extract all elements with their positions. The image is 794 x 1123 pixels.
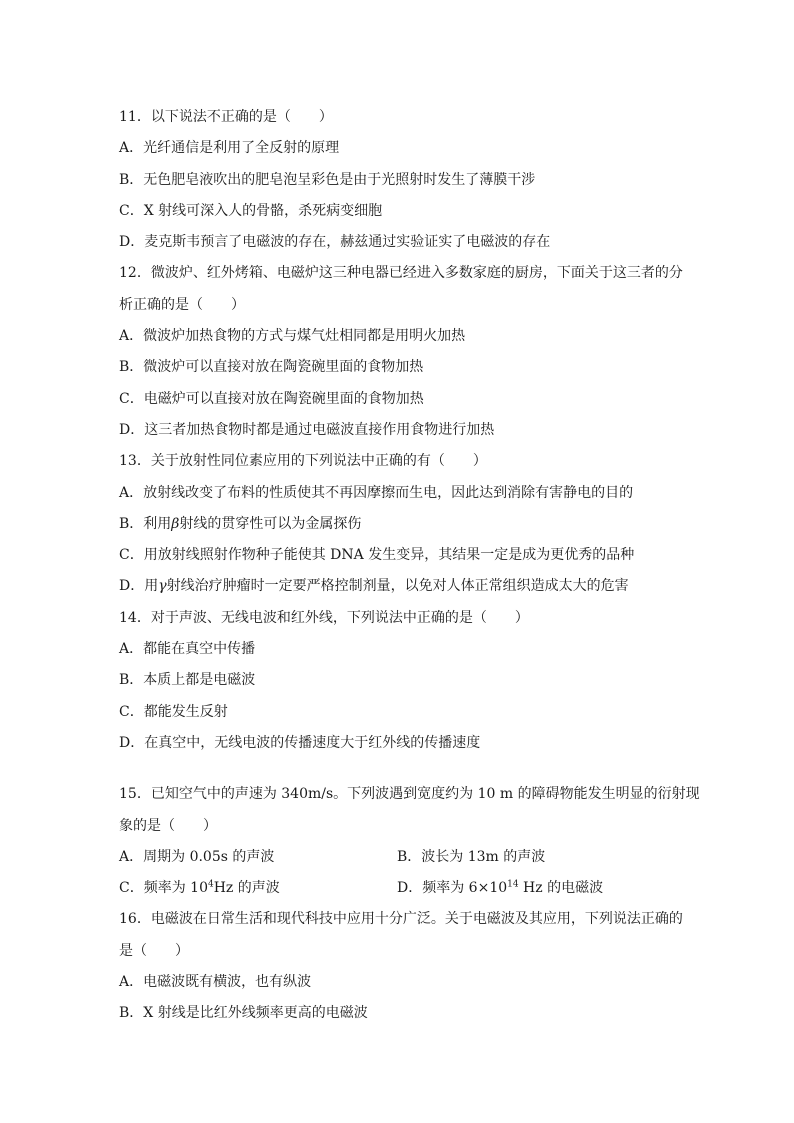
question-12-stem xyxy=(119,258,684,289)
option-text: X 射线是比红外线频率更高的电磁波 xyxy=(143,1005,368,1022)
option-text: 用放射线照射作物种子能使其 DNA 发生变异，其结果一定是成为更优秀的品种 xyxy=(143,547,635,564)
option-text: 无色肥皂液吹出的肥皂泡呈彩色是由于光照射时发生了薄膜干涉 xyxy=(143,171,536,188)
question-13-option-a xyxy=(119,478,684,509)
question-number: 15． xyxy=(119,786,151,803)
question-11-stem xyxy=(119,102,684,133)
gamma-symbol: γ xyxy=(158,578,167,595)
question-15-option-d xyxy=(397,873,675,904)
option-text: 利用 xyxy=(143,515,172,532)
option-letter: B． xyxy=(397,848,422,865)
question-number: 16． xyxy=(119,911,151,928)
option-letter: D． xyxy=(119,234,145,251)
option-text: 光纤通信是利用了全反射的原理 xyxy=(143,140,340,157)
option-letter: B． xyxy=(119,171,144,188)
question-number: 12． xyxy=(119,265,151,282)
question-11-option-a xyxy=(119,133,684,164)
option-letter: A． xyxy=(119,328,144,345)
question-13-stem xyxy=(119,446,684,477)
question-12-option-b xyxy=(119,352,684,383)
question-14-option-b xyxy=(119,665,684,696)
question-16-stem-continued xyxy=(119,936,684,967)
option-letter: D． xyxy=(119,734,145,751)
question-16-option-b xyxy=(119,998,684,1029)
option-letter: A． xyxy=(119,974,144,991)
question-14-option-d xyxy=(119,728,684,759)
option-letter: B． xyxy=(119,1005,144,1022)
question-15-stem-continued xyxy=(119,811,684,842)
question-list xyxy=(119,102,700,1030)
question-text: 已知空气中的声速为 340m/s。下列波遇到宽度约为 10 m 的障碍物能发生明显的衍射现 xyxy=(150,786,700,803)
option-text: 波长为 13m 的声波 xyxy=(421,848,546,865)
question-13-option-d xyxy=(119,571,684,602)
question-text: 电磁波在日常生活和现代科技中应用十分广泛。关于电磁波及其应用，下列说法正确的 xyxy=(150,911,683,928)
exponent: 14 xyxy=(507,879,519,890)
option-text: X 射线可深入人的骨骼，杀死病变细胞 xyxy=(143,202,383,219)
question-11-option-d xyxy=(119,227,684,258)
question-12-option-a xyxy=(119,321,684,352)
question-14-option-c xyxy=(119,697,684,728)
question-text: 析正确的是（ ） xyxy=(119,296,245,313)
option-text: 都能在真空中传播 xyxy=(143,641,256,658)
question-text: 微波炉、红外烤箱、电磁炉这三种电器已经进入多数家庭的厨房，下面关于这三者的分 xyxy=(150,265,683,282)
option-letter: B． xyxy=(119,359,144,376)
option-text: 这三者加热食物时都是通过电磁波直接作用食物进行加热 xyxy=(144,421,495,438)
question-14-option-a xyxy=(119,634,684,665)
question-15-options-row-2 xyxy=(119,873,684,904)
question-12-option-c xyxy=(119,384,684,415)
question-14-stem xyxy=(119,603,684,634)
question-15-option-c xyxy=(119,873,397,904)
option-letter: A． xyxy=(119,140,144,157)
option-text: 电磁波既有横波，也有纵波 xyxy=(143,974,312,991)
question-text: 关于放射性同位素应用的下列说法中正确的有（ ） xyxy=(150,453,487,470)
option-letter: C． xyxy=(119,202,144,219)
option-letter: A． xyxy=(119,641,144,658)
question-16-option-a xyxy=(119,967,684,998)
option-text: Hz 的声波 xyxy=(213,880,280,897)
question-text: 象的是（ ） xyxy=(119,817,217,834)
spacer xyxy=(119,759,684,779)
option-text: 都能发生反射 xyxy=(143,703,228,720)
question-13-option-b xyxy=(119,509,684,540)
question-15-option-a xyxy=(119,842,397,873)
option-text: 频率为 6×10 xyxy=(422,880,508,897)
option-text: 电磁炉可以直接对放在陶瓷碗里面的食物加热 xyxy=(143,390,424,407)
question-number: 11． xyxy=(119,109,151,125)
option-text: 频率为 10 xyxy=(143,880,208,897)
question-number: 13． xyxy=(119,453,151,470)
option-letter: C． xyxy=(119,880,144,897)
option-text: Hz 的电磁波 xyxy=(518,880,604,897)
option-text: 微波炉可以直接对放在陶瓷碗里面的食物加热 xyxy=(143,359,424,376)
option-text: 射线治疗肿瘤时一定要严格控制剂量，以免对人体正常组织造成太大的危害 xyxy=(166,578,629,595)
beta-symbol: β xyxy=(171,515,180,532)
option-letter: D． xyxy=(397,880,423,897)
question-15-options-row-1 xyxy=(119,842,684,873)
exponent: 4 xyxy=(207,879,214,890)
option-letter: C． xyxy=(119,547,144,564)
question-15-option-b xyxy=(397,842,675,873)
question-text: 是（ ） xyxy=(119,942,189,959)
question-11-option-b xyxy=(119,165,684,196)
option-letter: A． xyxy=(119,484,144,501)
option-letter: D． xyxy=(119,421,145,438)
option-text: 周期为 0.05s 的声波 xyxy=(143,848,275,865)
option-letter: D． xyxy=(119,578,145,595)
question-13-option-c xyxy=(119,540,684,571)
question-12-option-d xyxy=(119,415,684,446)
option-text: 麦克斯韦预言了电磁波的存在，赫兹通过实验证实了电磁波的存在 xyxy=(144,234,551,251)
option-letter: C． xyxy=(119,703,144,720)
option-text: 在真空中，无线电波的传播速度大于红外线的传播速度 xyxy=(144,734,481,751)
question-11-option-c xyxy=(119,196,684,227)
question-text: 以下说法不正确的是（ ） xyxy=(150,109,333,125)
question-15-stem xyxy=(119,779,700,810)
option-letter: A． xyxy=(119,848,144,865)
option-letter: B． xyxy=(119,672,144,689)
option-letter: C． xyxy=(119,390,144,407)
question-number: 14． xyxy=(119,609,151,626)
question-12-stem-continued xyxy=(119,290,684,321)
option-text: 射线的贯穿性可以为金属探伤 xyxy=(179,515,362,532)
option-letter: B． xyxy=(119,515,144,532)
question-16-stem xyxy=(119,904,684,935)
option-text: 放射线改变了布料的性质使其不再因摩擦而生电，因此达到消除有害静电的目的 xyxy=(143,484,634,501)
option-text: 本质上都是电磁波 xyxy=(143,672,256,689)
option-text: 用 xyxy=(144,578,159,595)
question-text: 对于声波、无线电波和红外线，下列说法中正确的是（ ） xyxy=(150,609,529,626)
option-text: 微波炉加热食物的方式与煤气灶相同都是用明火加热 xyxy=(143,328,466,345)
